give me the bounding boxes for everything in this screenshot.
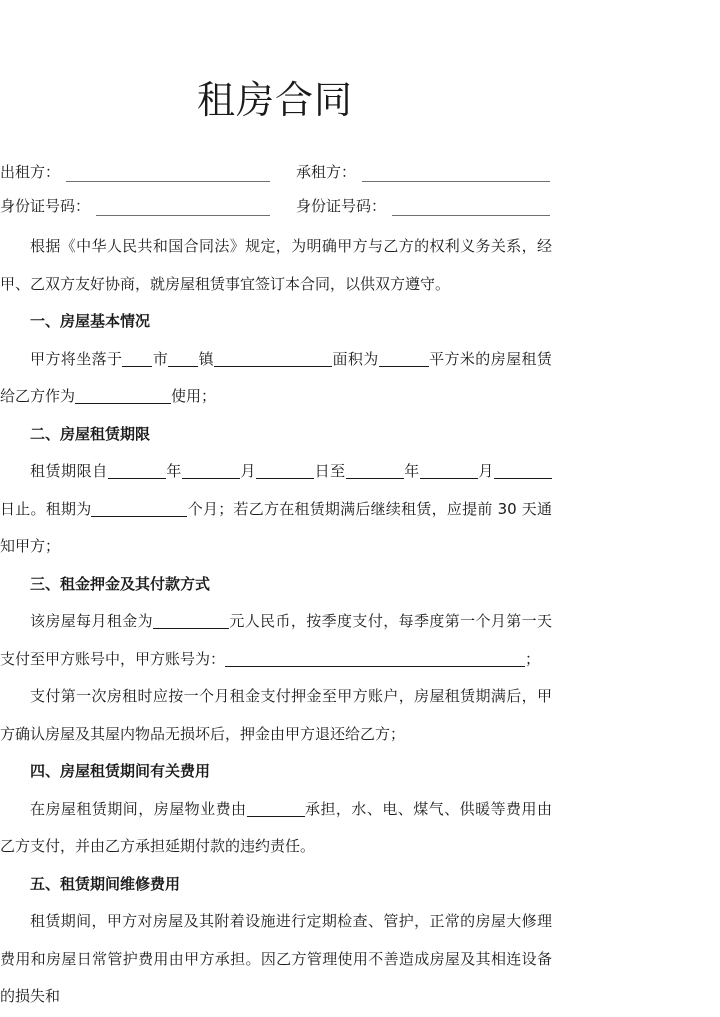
preamble-paragraph: 根据《中华人民共和国合同法》规定，为明确甲方与乙方的权利义务关系，经甲、乙双方友好协商，就房屋租赁事宜签订本合同，以供双方遵守。 — [0, 237, 552, 293]
fill-in-blank[interactable] — [182, 465, 240, 479]
section-paragraph: 支付第一次房租时应按一个月租金支付押金至甲方账户，房屋租赁期满后，甲方确认房屋及其屋内物品无损坏后，押金由甲方退还给乙方； — [0, 687, 552, 743]
party-row-names — [0, 148, 550, 182]
paragraph-text: 日至 — [314, 462, 346, 480]
fill-in-blank[interactable] — [225, 653, 525, 667]
paragraph-text: 月 — [239, 462, 257, 480]
section-paragraph — [0, 903, 552, 1016]
section-paragraph — [0, 341, 552, 416]
lessee-field — [296, 162, 550, 182]
fill-in-blank[interactable] — [75, 390, 171, 404]
section-heading: 三、租金押金及其付款方式 — [30, 574, 211, 593]
section-heading: 一、房屋基本情况 — [30, 312, 151, 330]
party-fields-block — [0, 148, 550, 216]
paragraph-text: 租赁期限自 — [30, 462, 108, 480]
lessee-id-field — [296, 196, 550, 216]
paragraph-text: 年 — [165, 462, 182, 480]
section-heading: 四、房屋租赁期间有关费用 — [30, 762, 211, 780]
paragraph-text: 个月；若乙方在租赁期满后继续租赁，应提前 30 天通知甲方； — [0, 499, 552, 555]
paragraph-text: 日止。租期为 — [0, 499, 92, 518]
section-paragraph — [0, 453, 552, 566]
paragraph-text: 镇 — [198, 349, 215, 368]
lessee-input-rule[interactable] — [362, 165, 550, 182]
paragraph-text: 承担，水、电、煤气、供暖等费用由乙方支付，并由乙方承担延期付款的违约责任。 — [0, 799, 552, 855]
lessee-label: 承租方： — [296, 163, 357, 181]
paragraph-text: 在房屋租赁期间，房屋物业费由 — [30, 799, 247, 818]
fill-in-blank[interactable] — [122, 353, 152, 367]
lessor-input-rule[interactable] — [66, 165, 270, 182]
fill-in-blank[interactable] — [108, 465, 166, 479]
party-row-ids — [0, 182, 550, 216]
paragraph-text: 甲方将坐落于 — [30, 349, 123, 368]
paragraph-text: 使用； — [171, 387, 217, 405]
fill-in-blank[interactable] — [168, 353, 198, 367]
page-title: 租房合同 — [196, 78, 353, 122]
fill-in-blank[interactable] — [256, 465, 314, 479]
section-paragraph — [0, 603, 552, 678]
lessor-id-field — [0, 196, 296, 216]
fill-in-blank[interactable] — [346, 465, 404, 479]
paragraph-text: 市 — [152, 349, 169, 368]
paragraph-text: 月 — [477, 462, 494, 480]
fill-in-blank[interactable] — [214, 353, 332, 367]
paragraph-text: 平方米的房屋租赁给乙方作为 — [0, 349, 552, 405]
fill-in-blank[interactable] — [494, 465, 552, 479]
contract-body — [0, 228, 552, 1016]
lessee-id-label: 身份证号码： — [296, 197, 387, 215]
section-paragraph — [0, 791, 552, 866]
lessor-id-input-rule[interactable] — [96, 199, 270, 216]
fill-in-blank[interactable] — [420, 465, 478, 479]
lessor-field — [0, 162, 296, 182]
section-heading: 五、租赁期间维修费用 — [30, 874, 181, 893]
fill-in-blank[interactable] — [379, 353, 429, 367]
section-heading: 二、房屋租赁期限 — [30, 424, 151, 443]
paragraph-text: 元人民币，按季度支付，每季度第一个月第一天支付至甲方账号中，甲方账号为： — [0, 612, 552, 668]
fill-in-blank[interactable] — [91, 503, 187, 517]
paragraph-text: ； — [525, 649, 541, 668]
lessee-id-input-rule[interactable] — [392, 199, 550, 216]
fill-in-blank[interactable] — [153, 615, 229, 629]
paragraph-text: 年 — [403, 462, 420, 480]
paragraph-text: 租赁期间，甲方对房屋及其附着设施进行定期检查、管护，正常的房屋大修理费用和房屋日常管护费用由甲方承担。因乙方管理使用不善造成房屋及其相连设备的损失和 — [0, 912, 552, 1005]
sections-container — [0, 303, 552, 1016]
paragraph-text: 面积为 — [332, 349, 379, 368]
lessor-id-label: 身份证号码： — [0, 197, 91, 215]
fill-in-blank[interactable] — [247, 803, 305, 817]
paragraph-text: 该房屋每月租金为 — [30, 612, 154, 630]
lessor-label: 出租方： — [0, 163, 61, 181]
